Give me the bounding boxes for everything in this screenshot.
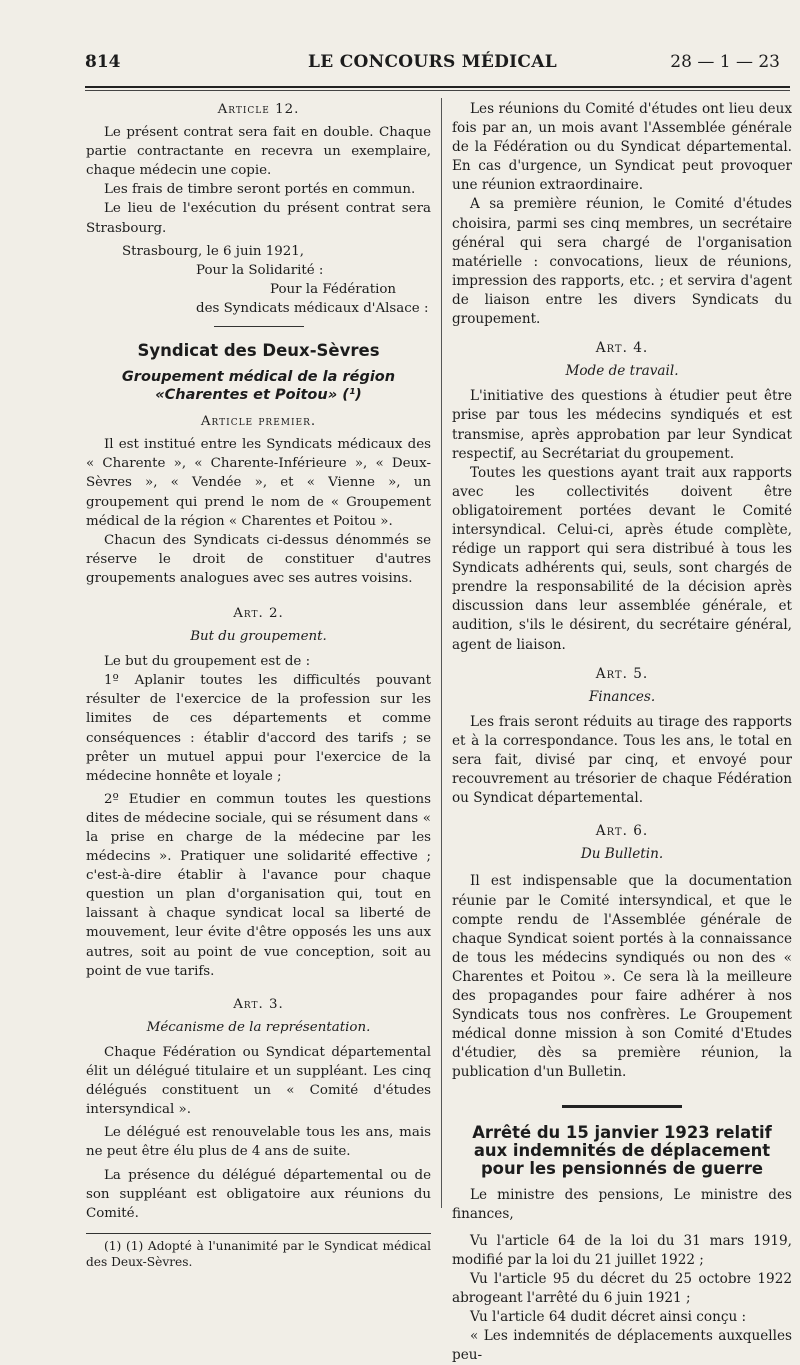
arrete-paragraph: Vu l'article 64 dudit décret ainsi conçu : — [470, 1309, 747, 1326]
article-4-paragraph: L'initiative des questions à étudier peut être prise par tous les médecins syndiqués et est transmise, après approbation par leur Syndicat respectif, au Secrétariat du groupement. — [452, 388, 792, 462]
article-4-paragraph: Toutes les questions ayant trait aux rapports avec les collectivités doivent être obligatoirement portées devant le Comité intersyndical. Celui-ci, après étude complète, rédige un rapport qui sera distribué à tous les Syndicats adhérents qui, seuls, sont chargés de prendre la responsabilité de la décision après discussion dans leur assemblée générale, et audition, s'ils le désirent, du secrétaire général, agent de liaison. — [452, 464, 792, 653]
signature-federation-name: des Syndicats médicaux d'Alsace : — [196, 300, 429, 316]
arrete-title: aux indemnités de déplacement — [473, 1140, 771, 1160]
arrete-paragraph: Vu l'article 64 de la loi du 31 mars 1919, modifié par la loi du 21 juillet 1922 ; — [452, 1232, 792, 1268]
signature-solidarite: Pour la Solidarité : — [196, 262, 324, 278]
article-6-paragraph: Il est indispensable que la documentation réunie par le Comité intersyndical, et que le compte rendu de l'Assemblée générale de chaque Syndicat soient portés à la connaissance de tous les médecins syndiqués ou non des « Charentes et Poitou ». Ce sera là la meilleure des propagandes pour faire adhérer à nos Syndicats tous nos confrères. Le Groupement médical donne mission à son Comité d'Etudes d'étudier, dès sa première réunion, la publication d'un Bulletin. — [452, 873, 792, 1081]
footnote: (1) (1) Adopté à l'unanimité par le Syndicat médical des Deux-Sèvres. — [86, 1238, 431, 1269]
article-12-paragraph: Le lieu de l'exécution du présent contrat sera Strasbourg. — [86, 201, 431, 236]
arrete-title: pour les pensionnés de guerre — [480, 1158, 764, 1178]
article-12-paragraph: Le présent contrat sera fait en double. Chaque partie contractante en recevra un exemplaire, chaque médecin une copie. — [86, 125, 431, 179]
journal-title: LE CONCOURS MÉDICAL — [307, 52, 558, 72]
article-3-paragraph: La présence du délégué départemental ou de son suppléant est obligatoire aux réunions du Comité. — [86, 1167, 431, 1221]
arrete-title: Arrêté du 15 janvier 1923 relatif — [472, 1122, 772, 1142]
article-12-paragraph: Les frais de timbre seront portés en commun. — [104, 182, 416, 198]
arrete-paragraph: Le ministre des pensions, Le ministre des finances, — [452, 1186, 792, 1222]
arrete-paragraph: Vu l'article 95 du décret du 25 octobre 1922 abrogeant l'arrêté du 6 juin 1921 ; — [452, 1270, 792, 1306]
article-3-subtitle: Mécanisme de la représentation. — [146, 1019, 371, 1035]
section-divider — [562, 1105, 682, 1108]
page-number: 814 — [85, 52, 121, 72]
article-12-heading: Article 12. — [217, 102, 300, 117]
right-column — [452, 100, 792, 1365]
article-4-heading: Art. 4. — [595, 340, 649, 357]
issue-date: 28 — 1 — 23 — [670, 52, 780, 72]
article-1-paragraph: Il est institué entre les Syndicats médicaux des « Charente », « Charente-Inférieure », « Deux-Sèvres », « Vendée », et « Vienne », un groupement qui prend le nom de « Groupement médical de la région « Charentes et Poitou ». — [86, 437, 431, 529]
article-1-heading: Article premier. — [200, 414, 317, 430]
article-4-subtitle: Mode de travail. — [565, 363, 679, 380]
signature-place-date: Strasbourg, le 6 juin 1921, — [122, 243, 305, 259]
column-separator — [441, 98, 442, 1208]
groupement-title: «Charentes et Poitou» (¹) — [155, 387, 362, 404]
article-5-subtitle: Finances. — [588, 688, 656, 705]
groupement-title: Groupement médical de la région — [121, 369, 396, 386]
article-3-continued-paragraph: Les réunions du Comité d'études ont lieu deux fois par an, un mois avant l'Assemblée générale de la Fédération ou du Syndicat départemental. En cas d'urgence, un Syndicat peut provoquer une réunion extraordinaire. — [452, 101, 792, 194]
article-2-paragraph: 2º Etudier en commun toutes les questions dites de médecine sociale, qui se résument dans « la prise en charge de la médecine par les médecins ». Pratiquer une solidarité effective ; c'est-à-dire établir à l'avance pour chaque question un plan d'organisation qui, tout en laissant à chaque syndicat local sa liberté de mouvement, leur évite d'être opposés les uns aux autres, soit au point de vue conception, soit au point de vue tarifs. — [86, 791, 431, 979]
article-3-heading: Art. 3. — [233, 996, 284, 1012]
syndicat-title: Syndicat des Deux-Sèvres — [137, 341, 380, 361]
article-2-paragraph: Le but du groupement est de : — [104, 654, 311, 670]
left-column — [86, 100, 431, 1270]
article-2-heading: Art. 2. — [233, 605, 284, 621]
footnote-rule — [86, 1233, 431, 1234]
arrete-paragraph: « Les indemnités de déplacements auxquelles peu- — [452, 1328, 792, 1364]
article-6-heading: Art. 6. — [595, 823, 649, 840]
article-1-paragraph: Chacun des Syndicats ci-dessus dénommés se réserve le droit de constituer d'autres groupements analogues avec ses autres voisins. — [86, 532, 431, 586]
header-rule — [85, 86, 790, 88]
article-5-heading: Art. 5. — [595, 665, 649, 682]
article-3-continued-paragraph: A sa première réunion, le Comité d'études choisira, parmi ses cinq membres, un secrétaire général qui sera chargé de l'organisation matérielle : convocations, lieux de réunions, impression des rapports, etc. ; et servira d'agent de liaison entre les divers Syndicats du groupement. — [452, 196, 792, 328]
article-3-paragraph: Chaque Fédération ou Syndicat départemental élit un délégué titulaire et un suppléant. Les cinq délégués constituent un « Comité d'études intersyndical ». — [86, 1044, 431, 1118]
article-5-paragraph: Les frais seront réduits au tirage des rapports et à la correspondance. Tous les ans, le total en sera fait, divisé par cinq, et envoyé pour recouvrement au trésorier de chaque Fédération ou Syndicat départemental. — [452, 713, 792, 807]
article-2-paragraph: 1º Aplanir toutes les difficultés pouvant résulter de l'exercice de la profession sur les limites de ces départements et comme conséquences : établir d'accord des tarifs ; se prêter un mutuel appui pour l'exercice de la médecine honnête et loyale ; — [86, 673, 431, 784]
article-6-subtitle: Du Bulletin. — [580, 846, 664, 863]
signature-federation: Pour la Fédération — [270, 281, 397, 297]
header-rule-thin — [85, 90, 790, 91]
section-divider — [214, 326, 304, 327]
page-header — [85, 52, 780, 80]
article-2-subtitle: But du groupement. — [190, 629, 327, 645]
article-3-paragraph: Le délégué est renouvelable tous les ans, mais ne peut être élu plus de 4 ans de suite. — [86, 1125, 431, 1160]
